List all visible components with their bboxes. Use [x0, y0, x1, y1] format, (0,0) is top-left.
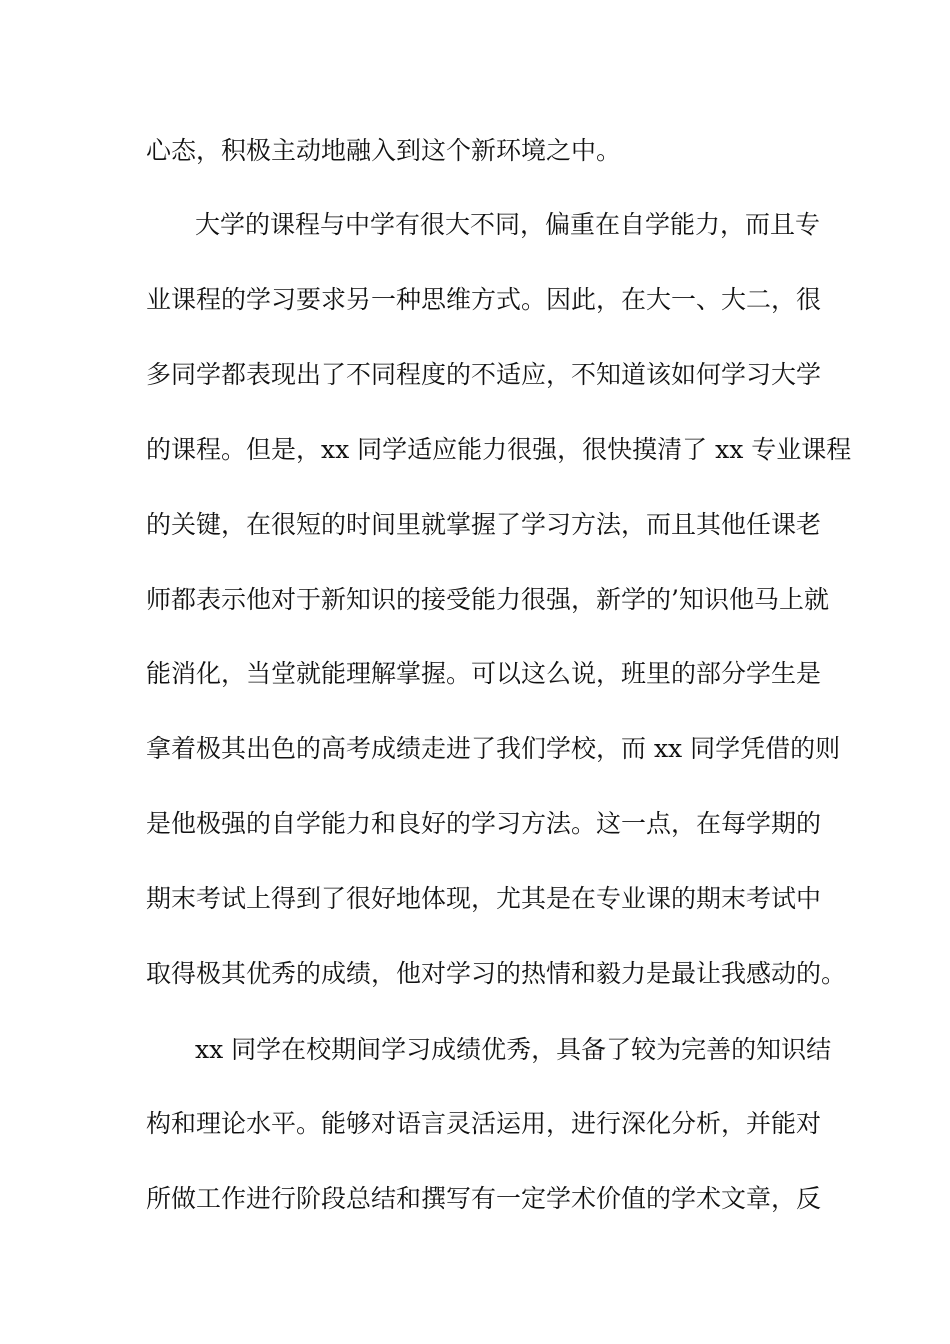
text-line-13: xx 同学在校期间学习成绩优秀，具备了较为完善的知识结 [195, 1035, 832, 1064]
text-line-6: 的关键，在很短的时间里就掌握了学习方法，而且其他任课老 [146, 510, 822, 539]
text-line-11: 期末考试上得到了很好地体现，尤其是在专业课的期末考试中 [146, 884, 822, 913]
text-line-3: 业课程的学习要求另一种思维方式。因此，在大一、大二，很 [146, 285, 822, 314]
text-line-14: 构和理论水平。能够对语言灵活运用，进行深化分析，并能对 [146, 1109, 822, 1138]
text-line-15: 所做工作进行阶段总结和撰写有一定学术价值的学术文章，反 [146, 1184, 822, 1213]
text-line-8: 能消化，当堂就能理解掌握。可以这么说，班里的部分学生是 [146, 659, 822, 688]
text-line-4: 多同学都表现出了不同程度的不适应，不知道该如何学习大学 [146, 360, 822, 389]
text-line-10: 是他极强的自学能力和良好的学习方法。这一点，在每学期的 [146, 809, 822, 838]
text-line-12: 取得极其优秀的成绩，他对学习的热情和毅力是最让我感动的。 [146, 959, 847, 988]
text-line-1: 心态，积极主动地融入到这个新环境之中。 [146, 136, 622, 165]
text-line-7: 师都表示他对于新知识的接受能力很强，新学的’知识他马上就 [146, 585, 829, 614]
text-line-2: 大学的课程与中学有很大不同，偏重在自学能力，而且专 [195, 210, 821, 239]
text-line-9: 拿着极其出色的高考成绩走进了我们学校，而 xx 同学凭借的则 [146, 734, 841, 763]
text-line-5: 的课程。但是，xx 同学适应能力很强，很快摸清了 xx 专业课程 [146, 435, 852, 464]
